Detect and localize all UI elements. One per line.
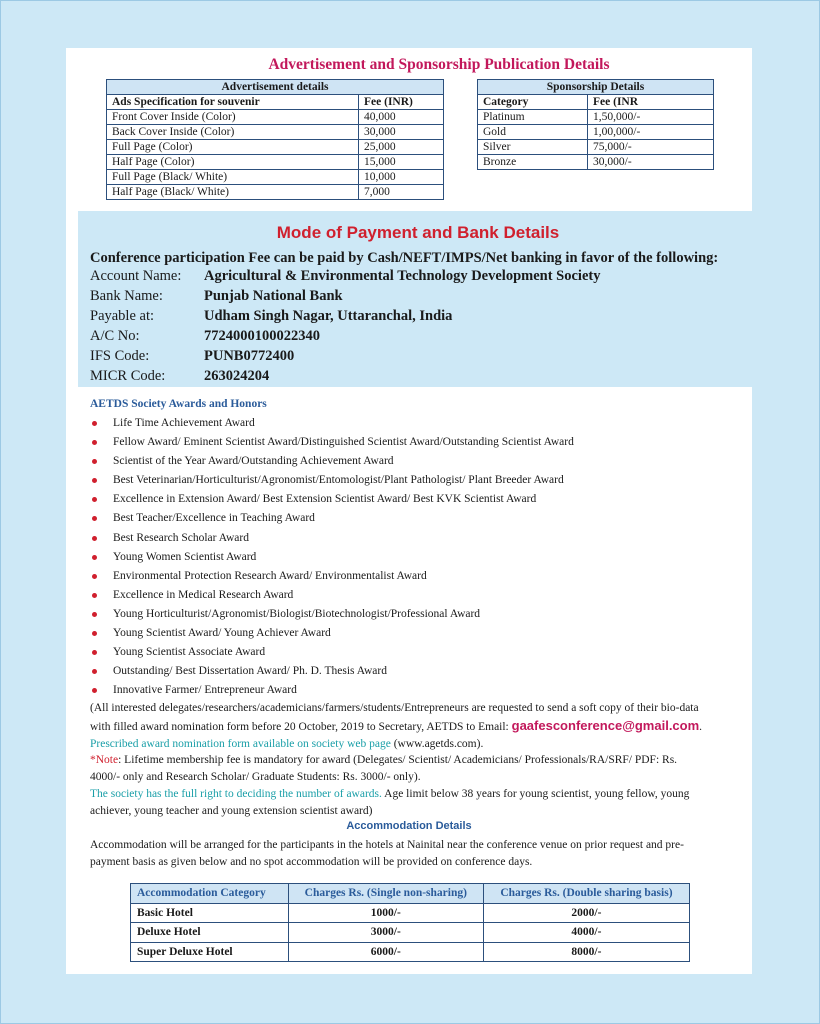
ad-spec-cell: Half Page (Color) — [107, 155, 359, 170]
membership-note-line: : Lifetime membership fee is mandatory for award (Delegates/ Scientist/ Academicians/ Professionals/RA/SRF/ PDF: Rs. — [118, 754, 678, 766]
nomination-form-text: Prescribed award nomination form available on society web page — [90, 738, 391, 750]
awards-list — [92, 414, 574, 700]
sponsor-fee-cell: 1,50,000/- — [588, 110, 714, 125]
table-row — [478, 155, 714, 170]
nomination-note-line: (All interested delegates/researchers/academicians/farmers/students/Entrepreneurs are requested to send a soft copy of their bio-data — [90, 702, 699, 714]
award-name: Life Time Achievement Award — [113, 417, 255, 429]
ad-fee-cell: 40,000 — [359, 110, 444, 125]
list-item — [92, 433, 574, 452]
accommodation-header-double: Charges Rs. (Double sharing basis) — [483, 884, 689, 904]
nomination-note — [90, 717, 702, 736]
ad-fee-cell: 15,000 — [359, 155, 444, 170]
bank-detail-value: Udham Singh Nagar, Uttaranchal, India — [204, 308, 453, 324]
ad-spec-cell: Full Page (Color) — [107, 140, 359, 155]
nomination-note-end: . — [699, 721, 703, 733]
award-name: Best Teacher/Excellence in Teaching Award — [113, 512, 315, 525]
award-name: Best Research Scholar Award — [113, 531, 249, 544]
list-item — [92, 662, 574, 681]
single-charge-cell: 1000/- — [288, 903, 483, 923]
bullet-icon — [92, 440, 97, 445]
table-row — [107, 185, 444, 200]
award-name: Young Scientist Associate Award — [113, 646, 266, 659]
ad-fee-cell: 7,000 — [359, 185, 444, 200]
table-row — [131, 903, 690, 923]
membership-note — [90, 768, 421, 786]
table-row — [107, 170, 444, 185]
society-right-text: The society has the full right to deciding the number of awards. — [90, 788, 382, 800]
hotel-category-cell: Super Deluxe Hotel — [131, 942, 289, 962]
note-label: *Note — [90, 754, 119, 766]
single-charge-cell: 3000/- — [288, 923, 483, 943]
bullet-icon — [92, 650, 97, 655]
payment-title: Mode of Payment and Bank Details — [276, 223, 560, 242]
award-name: Scientist of the Year Award/Outstanding Achievement Award — [113, 455, 394, 468]
award-name: Best Veterinarian/Horticulturist/Agronomist/Entomologist/Plant Pathologist/ Plant Breeder Award — [113, 474, 564, 487]
sponsor-header-fee: Fee (INR — [588, 95, 714, 110]
hotel-category-cell: Deluxe Hotel — [131, 923, 289, 943]
nomination-note-line: with filled award nomination form before 20 October, 2019 to Secretary, AETDS to Email: — [90, 721, 512, 733]
list-item — [92, 471, 574, 490]
award-name: Young Scientist Award/ Young Achiever Award — [113, 627, 331, 640]
bullet-icon — [92, 459, 97, 464]
bullet-icon — [92, 688, 97, 693]
table-row — [107, 125, 444, 140]
list-item — [92, 643, 574, 662]
sponsorship-table-caption: Sponsorship Details — [478, 80, 714, 95]
age-limit-text: Age limit below 38 years for young scientist, young fellow, young — [381, 788, 690, 800]
award-name: Excellence in Medical Research Award — [113, 588, 294, 601]
sponsor-category-cell: Silver — [478, 140, 588, 155]
table-row — [107, 110, 444, 125]
award-name: Excellence in Extension Award/ Best Extension Scientist Award/ Best KVK Scientist Award — [113, 493, 537, 506]
accommodation-header-single: Charges Rs. (Single non-sharing) — [288, 884, 483, 904]
bank-detail-label: Payable at: — [90, 308, 155, 324]
ad-fee-cell: 25,000 — [359, 140, 444, 155]
membership-note-line: 4000/- only and Research Scholar/ Graduate Students: Rs. 3000/- only). — [90, 771, 421, 783]
sponsor-category-cell: Bronze — [478, 155, 588, 170]
bullet-icon — [92, 536, 97, 541]
list-item — [92, 605, 574, 624]
list-item — [92, 509, 574, 528]
publication-title: Advertisement and Sponsorship Publication Details — [268, 56, 610, 73]
table-row — [131, 942, 690, 962]
bullet-icon — [92, 555, 97, 560]
bullet-icon — [92, 516, 97, 521]
table-row — [131, 923, 690, 943]
table-row — [478, 110, 714, 125]
ad-spec-cell: Full Page (Black/ White) — [107, 170, 359, 185]
advertisement-table-caption: Advertisement details — [107, 80, 444, 95]
list-item — [92, 624, 574, 643]
bank-detail-value: PUNB0772400 — [204, 348, 295, 364]
membership-note — [90, 751, 677, 769]
list-item — [92, 414, 574, 433]
accommodation-header-category: Accommodation Category — [131, 884, 289, 904]
list-item — [92, 529, 574, 548]
award-name: Innovative Farmer/ Entrepreneur Award — [113, 684, 297, 697]
accommodation-title: Accommodation Details — [346, 820, 472, 832]
bank-detail-value: 7724000100022340 — [204, 328, 320, 344]
award-name: Young Horticulturist/Agronomist/Biologist/Biotechnologist/Professional Award — [113, 607, 481, 620]
list-item — [92, 586, 574, 605]
accommodation-description: Accommodation will be arranged for the participants in the hotels at Nainital near the conference venue on prior request and pre- — [90, 839, 684, 851]
age-limit-note — [90, 785, 689, 803]
ad-fee-cell: 10,000 — [359, 170, 444, 185]
bank-detail-value: Agricultural & Environmental Technology Development Society — [204, 268, 601, 284]
society-web-link[interactable]: (www.agetds.com). — [390, 738, 484, 750]
bullet-icon — [92, 574, 97, 579]
bullet-icon — [92, 593, 97, 598]
awards-title: AETDS Society Awards and Honors — [90, 398, 267, 410]
sponsor-category-cell: Platinum — [478, 110, 588, 125]
ad-spec-cell: Half Page (Black/ White) — [107, 185, 359, 200]
sponsor-fee-cell: 1,00,000/- — [588, 125, 714, 140]
bullet-icon — [92, 478, 97, 483]
double-charge-cell: 8000/- — [483, 942, 689, 962]
list-item — [92, 452, 574, 471]
bank-detail-label: IFS Code: — [90, 348, 150, 364]
accommodation-description: payment basis as given below and no spot accommodation will be provided on conference days. — [90, 856, 533, 868]
table-row — [478, 140, 714, 155]
email-link[interactable]: gaafesconference@gmail.com — [511, 718, 700, 733]
ad-header-spec: Ads Specification for souvenir — [107, 95, 359, 110]
sponsor-fee-cell: 75,000/- — [588, 140, 714, 155]
bank-detail-value: Punjab National Bank — [204, 288, 343, 304]
ad-spec-cell: Front Cover Inside (Color) — [107, 110, 359, 125]
nomination-note — [90, 699, 699, 717]
bank-detail-label: MICR Code: — [90, 368, 166, 384]
bank-detail-label: Bank Name: — [90, 288, 163, 304]
sponsor-fee-cell: 30,000/- — [588, 155, 714, 170]
ad-fee-cell: 30,000 — [359, 125, 444, 140]
accommodation-table — [130, 883, 690, 962]
list-item — [92, 548, 574, 567]
list-item — [92, 567, 574, 586]
bullet-icon — [92, 497, 97, 502]
double-charge-cell: 2000/- — [483, 903, 689, 923]
bullet-icon — [92, 631, 97, 636]
double-charge-cell: 4000/- — [483, 923, 689, 943]
table-row — [107, 140, 444, 155]
age-limit-text: achiever, young teacher and young extension scientist award) — [90, 805, 373, 817]
ad-header-fee: Fee (INR) — [359, 95, 444, 110]
single-charge-cell: 6000/- — [288, 942, 483, 962]
bullet-icon — [92, 612, 97, 617]
bank-detail-label: A/C No: — [90, 328, 140, 344]
table-row — [478, 125, 714, 140]
table-row — [107, 155, 444, 170]
award-name: Outstanding/ Best Dissertation Award/ Ph. D. Thesis Award — [113, 665, 387, 678]
sponsorship-table — [477, 79, 714, 170]
bank-detail-value: 263024204 — [204, 368, 270, 384]
sponsor-category-cell: Gold — [478, 125, 588, 140]
list-item — [92, 681, 574, 700]
bullet-icon — [92, 669, 97, 674]
award-name: Environmental Protection Research Award/ Environmentalist Award — [113, 569, 427, 582]
award-name: Young Women Scientist Award — [113, 550, 257, 563]
age-limit-note — [90, 802, 372, 820]
ad-spec-cell: Back Cover Inside (Color) — [107, 125, 359, 140]
award-name: Fellow Award/ Eminent Scientist Award/Distinguished Scientist Award/Outstanding Scientist Award — [113, 436, 574, 449]
list-item — [92, 490, 574, 509]
payment-intro: Conference participation Fee can be paid by Cash/NEFT/IMPS/Net banking in favor of the following: — [90, 250, 719, 266]
hotel-category-cell: Basic Hotel — [131, 903, 289, 923]
bullet-icon — [92, 421, 97, 426]
advertisement-table — [106, 79, 444, 200]
bank-detail-label: Account Name: — [90, 268, 182, 284]
sponsor-header-category: Category — [478, 95, 588, 110]
